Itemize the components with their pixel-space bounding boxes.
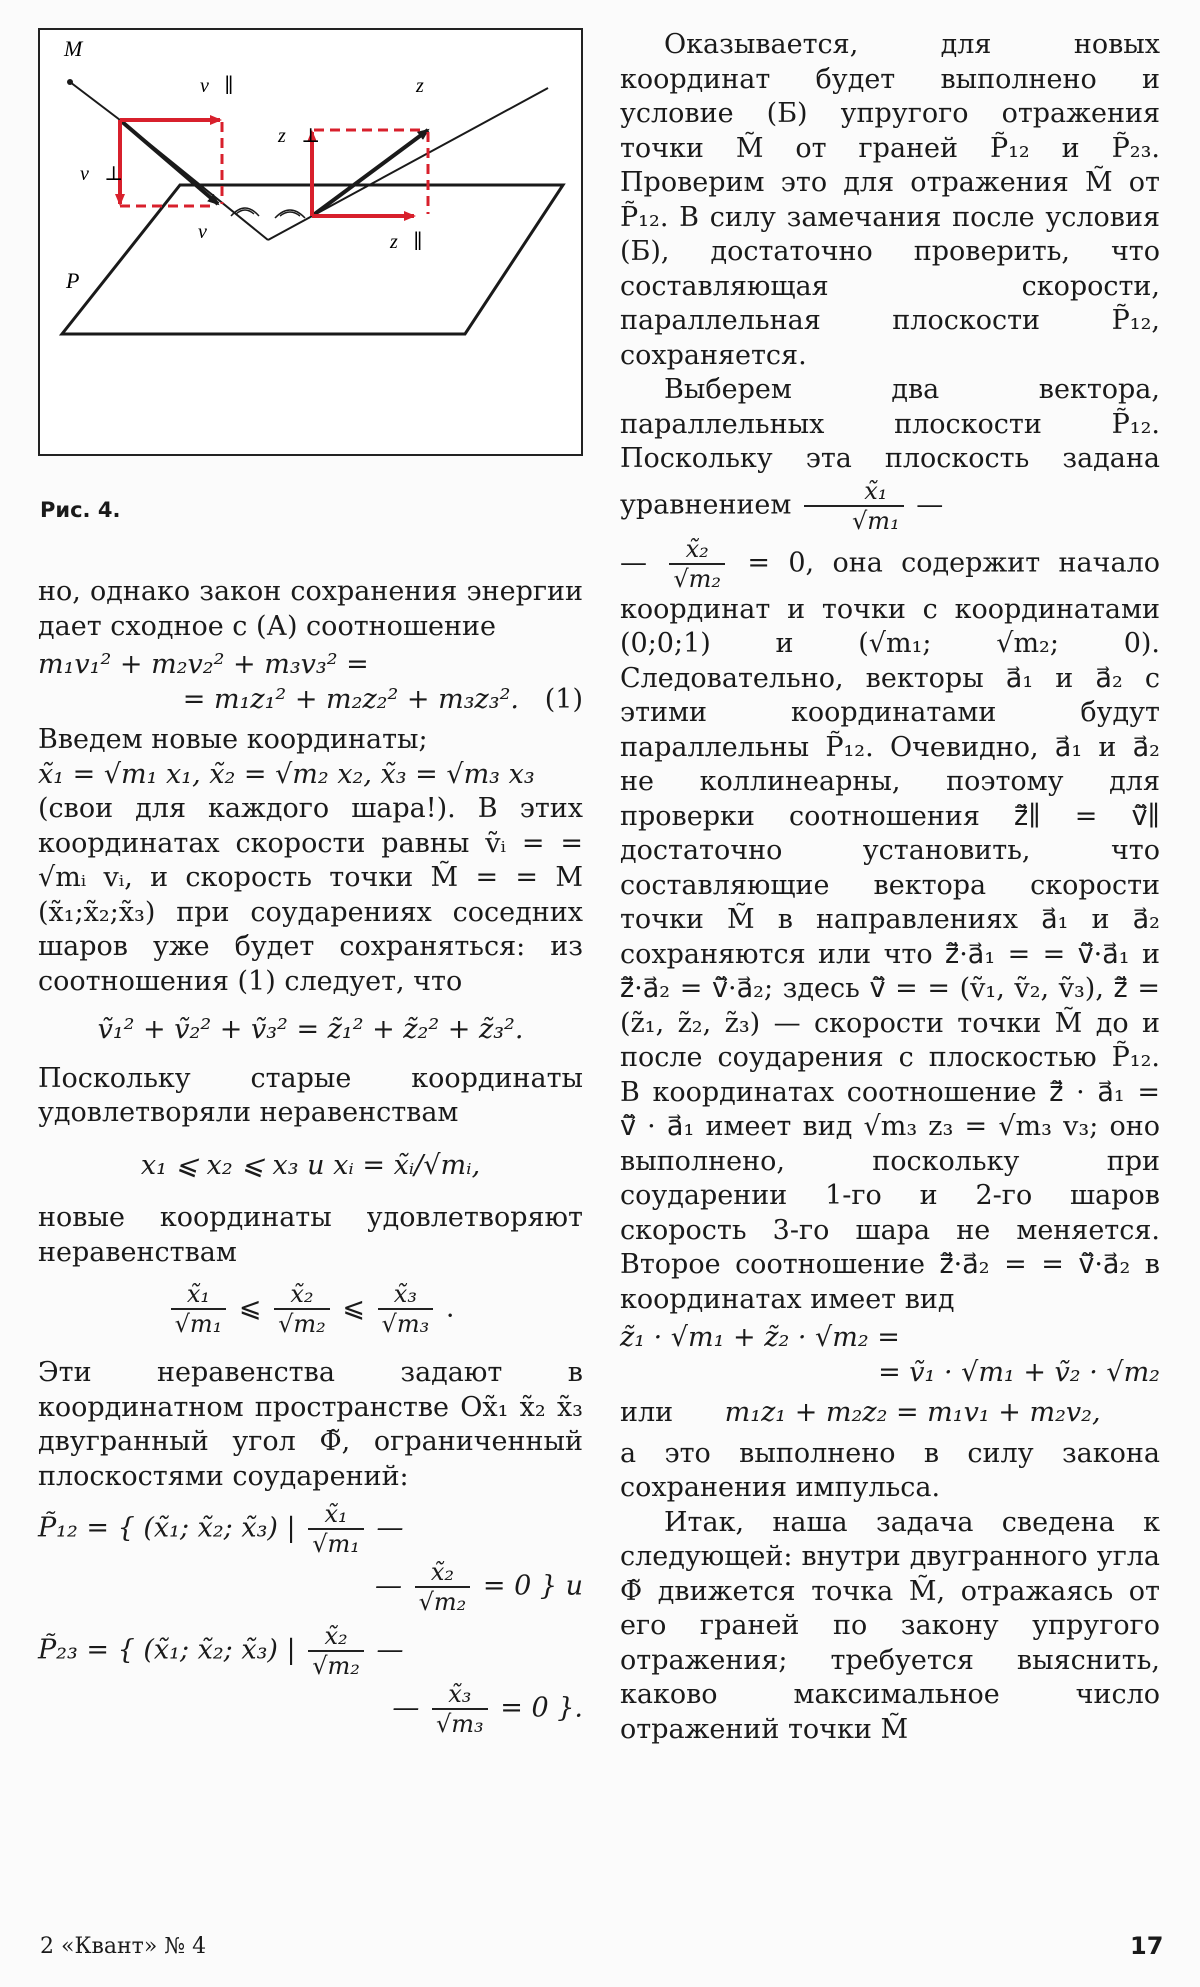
left-paragraph-5: новые координаты удовлетворяют неравенствам <box>38 1202 583 1268</box>
equation-1: m₁v₁² + m₂v₂² + m₃v₃² = = m₁z₁² + m₂z₂² + m₃z₃². (1) <box>38 649 583 715</box>
footer-journal: 2 «Квант» № 4 <box>40 1934 207 1959</box>
equation-momentum: z̃₁ · √m₁ + z̃₂ · √m₂ = = ṽ₁ · √m₁ + ṽ₂ · √m₂ <box>620 1322 1160 1388</box>
equation-3: x₁ ⩽ x₂ ⩽ x₃ и xᵢ = x̃ᵢ/√mᵢ, <box>140 1149 481 1181</box>
left-column <box>38 575 583 1744</box>
left-paragraph-3: (свои для каждого шара!). В этих координатах скорости равны ṽᵢ = = √mᵢ vᵢ, и скорость точки M̃ = = M (x̃₁;x̃₂;x̃₃) при соударениях соседних шаров уже будет сохраняться: из соотношения (1) следует, что <box>38 793 583 997</box>
right-column <box>620 28 1160 1747</box>
right-paragraph-2: Выберем два вектора, параллельных плоскости P̃₁₂. Поскольку эта плоскость задана уравнением $\frac{\text{x̃₁}}{\text{√m₁}}$ — <box>620 374 1160 535</box>
right-paragraph-5: Итак, наша задача сведена к следующей: внутри двугранного угла Φ̃ движется точка M̃, отражаясь от его граней по закону упругого отражения; требуется выяснить, каково максимальное число отражений точки M̃ <box>620 1506 1160 1745</box>
label-z-perp: z⃗⊥ <box>278 125 321 147</box>
figure-4 <box>38 28 583 456</box>
v-vector <box>120 120 218 204</box>
plane-p12: P̃₁₂ = { (x̃₁; x̃₂; x̃₃) | $\frac{\text{x̃₁}}{\text{√m₁}}$ — — $\frac{\text{x̃₂}}{\text{√m₂}}$ = 0 } и <box>38 1500 583 1616</box>
left-paragraph-2: Введем новые координаты; <box>38 724 428 755</box>
plane-p23: P̃₂₃ = { (x̃₁; x̃₂; x̃₃) | $\frac{\text{x̃₂}}{\text{√m₂}}$ — — $\frac{\text{x̃₃}}{\text{√m₃}}$ = 0 }. <box>38 1622 583 1738</box>
label-v-perp: v⃗⊥ <box>80 163 124 185</box>
equation-momentum-simple: или m₁z₁ + m₂z₂ = m₁v₁ + m₂v₂, <box>620 1397 1101 1428</box>
label-z: z⃗ <box>416 75 440 97</box>
label-m: M <box>64 36 83 61</box>
page-number: 17 <box>1130 1932 1164 1960</box>
left-paragraph-4: Поскольку старые координаты удовлетворяли неравенствам <box>38 1062 583 1128</box>
right-paragraph-3: — $\frac{\text{x̃₂}}{\text{√m₂}}$ = 0, она содержит начало координат и точки с координатами (0;0;1) и (√m₁; √m₂; 0). Следовательно, векторы a⃗₁ и a⃗₂ с этими координатами будут параллельны P̃₁₂. Очевидно, a⃗₁ и a⃗₂ не коллинеарны, поэтому для проверки соотношения z̃⃗∥ = ṽ⃗∥ достаточно установить, что составляющие вектора скорости точки M̃ в направлениях a⃗₁ и a⃗₂ сохраняются или что z̃⃗·a⃗₁ = = ṽ⃗·a⃗₁ и z̃⃗·a⃗₂ = ṽ⃗·a⃗₂; здесь ṽ⃗ = = (ṽ₁, ṽ₂, ṽ₃), z̃⃗ = (z̃₁, z̃₂, z̃₃) — скорости точки M̃ до и после соударения с плоскостью P̃₁₂. В координатах соотношение z̃⃗ · a⃗₁ = ṽ⃗ · a⃗₁ имеет вид √m₃ z₃ = √m₃ v₃; оно выполнено, поскольку при соударении 1-го и 2-го шаров скорость 3-го шара не меняется. Второе соотношение z̃⃗·a⃗₂ = = ṽ⃗·a⃗₂ в координатах имеет вид <box>620 534 1160 1315</box>
figure-diagram <box>40 30 581 454</box>
equation-2: ṽ₁² + ṽ₂² + ṽ₃² = z̃₁² + z̃₂² + z̃₃². <box>97 1014 524 1045</box>
new-coordinates: x̃₁ = √m₁ x₁, x̃₂ = √m₂ x₂, x̃₃ = √m₃ x₃ <box>38 758 535 790</box>
incoming-path <box>70 82 120 120</box>
label-p: P <box>66 268 80 293</box>
label-z-par: z⃗∥ <box>390 231 423 253</box>
label-v-par: v⃗∥ <box>200 75 234 97</box>
label-v: v⃗ <box>198 221 223 243</box>
left-paragraph-1: но, однако закон сохранения энергии дает сходное с (А) соотношение <box>38 576 583 642</box>
figure-caption: Рис. 4. <box>40 498 121 522</box>
inequality: $\frac{\text{x̃₁}}{\text{√m₁}}$ ⩽ $\frac{\text{x̃₂}}{\text{√m₂}}$ ⩽ $\frac{\text{x̃₃}}{\text{√m₃}}$ . <box>38 1280 583 1338</box>
left-paragraph-6: Эти неравенства задают в координатном пространстве Ox̃₁ x̃₂ x̃₃ двугранный угол Φ̃, ограниченный плоскостями соударений: <box>38 1357 583 1492</box>
right-paragraph-1: Оказывается, для новых координат будет выполнено и условие (Б) упругого отражения точки M̃ от граней P̃₁₂ и P̃₂₃. Проверим это для отражения M̃ от P̃₁₂. В силу замечания после условия (Б), достаточно проверить, что составляющая скорости, параллельная плоскости P̃₁₂, сохраняется. <box>620 29 1160 371</box>
z-vector <box>312 130 428 216</box>
right-paragraph-4: а это выполнено в силу закона сохранения импульса. <box>620 1437 1160 1503</box>
